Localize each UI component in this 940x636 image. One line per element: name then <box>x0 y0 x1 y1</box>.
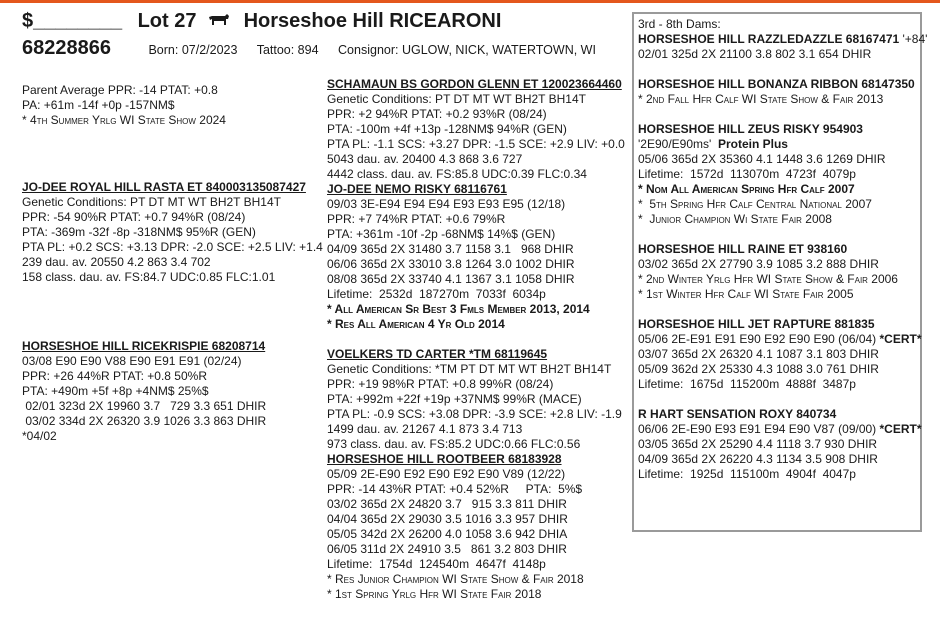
schamaun-title: SCHAMAUN BS GORDON GLENN ET 120023664460 <box>327 77 622 91</box>
text-line: PTA PL: +0.2 SCS: +3.13 DPR: -2.0 SCE: +2.5 LIV: +1.4 <box>22 240 323 254</box>
text-line: 08/08 365d 2X 33740 4.1 1367 3.1 1058 DHIR <box>327 272 575 286</box>
roxy-title: R HART SENSATION ROXY 840734 <box>638 407 837 421</box>
text-line: PA: +61m -14f +0p -157NM$ <box>22 98 175 112</box>
registration-number: 68228866 <box>22 37 111 59</box>
bonanza-title: HORSESHOE HILL BONANZA RIBBON 68147350 <box>638 77 915 91</box>
parent-average-block <box>22 83 226 128</box>
tattoo: Tattoo: 894 <box>256 43 319 57</box>
text-line: PTA: +490m +5f +8p +4NM$ 25%$ <box>22 384 209 398</box>
razzle-score: '+84' <box>899 32 928 46</box>
cert-badge: *CERT* <box>876 332 922 346</box>
dams-box <box>632 12 928 532</box>
text-line: 09/03 3E-E94 E94 E94 E93 E93 E95 (12/18) <box>327 197 566 211</box>
text-line: Genetic Conditions: PT DT MT WT BH2T BH14T <box>22 195 281 209</box>
text-line: Lifetime: 1925d 115100m 4904f 4047p <box>638 467 856 481</box>
born-date: Born: 07/2/2023 <box>148 43 238 57</box>
text-line: Lifetime: 1572d 113070m 4723f 4079p <box>638 167 856 181</box>
rapture-classification: 05/06 2E-E91 E91 E90 E92 E90 E90 (06/04) <box>638 332 877 346</box>
sire-title: JO-DEE ROYAL HILL RASTA ET 840003135087427 <box>22 180 306 194</box>
text-line: 04/04 365d 2X 29030 3.5 1016 3.3 957 DHIR <box>327 512 568 526</box>
award-line: * 5th Spring Hfr Calf Central National 2007 <box>638 197 872 211</box>
price-blank: $________ <box>22 10 123 32</box>
nemo-title: JO-DEE NEMO RISKY 68116761 <box>327 182 507 196</box>
text-line: PTA: +361m -10f -2p -68NM$ 14%$ (GEN) <box>327 227 556 241</box>
text-line: PTA: +992m +22f +19p +37NM$ 99%R (MACE) <box>327 392 582 406</box>
rapture-title: HORSESHOE HILL JET RAPTURE 881835 <box>638 317 875 331</box>
dams-heading: 3rd - 8th Dams: <box>638 17 721 31</box>
award-line: * Nom All American Spring Hfr Calf 2007 <box>638 182 855 196</box>
award-line: * Res All American 4 Yr Old 2014 <box>327 317 505 331</box>
text-line: 05/09 2E-E90 E92 E90 E92 E90 V89 (12/22) <box>327 467 566 481</box>
award-line: * 2nd Fall Hfr Calf WI State Show & Fair 2013 <box>638 92 884 106</box>
text-line: 03/08 E90 E90 V88 E90 E91 E91 (02/24) <box>22 354 242 368</box>
text-line: Genetic Conditions: PT DT MT WT BH2T BH14T <box>327 92 586 106</box>
award-line: * 1st Spring Yrlg Hfr WI State Fair 2018 <box>327 587 542 601</box>
roxy-classification: 06/06 2E-E90 E93 E91 E94 E90 V87 (09/00) <box>638 422 877 436</box>
text-line: Genetic Conditions: *TM PT DT MT WT BH2T BH14T <box>327 362 612 376</box>
animal-info-row <box>22 37 596 60</box>
sire-block <box>22 180 323 285</box>
text-line: PPR: -14 43%R PTAT: +0.4 52%R PTA: 5%$ <box>327 482 583 496</box>
text-line: 973 class. dau. av. FS:85.2 UDC:0.66 FLC:0.56 <box>327 437 581 451</box>
razzle-title: HORSESHOE HILL RAZZLEDAZZLE 68167471 <box>638 32 900 46</box>
text-line: 5043 dau. av. 20400 4.3 868 3.6 727 <box>327 152 523 166</box>
award-line: * Junior Champion Wi State Fair 2008 <box>638 212 832 226</box>
text-line: 05/05 342d 2X 26200 4.0 1058 3.6 942 DHIA <box>327 527 568 541</box>
text-line: 04/09 365d 2X 26220 4.3 1134 3.5 908 DHIR <box>638 452 878 466</box>
zeus-classification: '2E90/E90ms' <box>638 137 712 151</box>
text-line: PPR: +7 74%R PTAT: +0.6 79%R <box>327 212 506 226</box>
text-line: PTA PL: -0.9 SCS: +3.08 DPR: -3.9 SCE: +2.8 LIV: -1.9 <box>327 407 622 421</box>
lot-header <box>22 10 501 33</box>
text-line: Parent Average PPR: -14 PTAT: +0.8 <box>22 83 218 97</box>
text-line: 05/06 365d 2X 35360 4.1 1448 3.6 1269 DHIR <box>638 152 886 166</box>
text-line: 06/06 365d 2X 33010 3.8 1264 3.0 1002 DHIR <box>327 257 575 271</box>
text-line: 4442 class. dau. av. FS:85.8 UDC:0.39 FLC:0.34 <box>327 167 587 181</box>
text-line: 03/02 365d 2X 24820 3.7 915 3.3 811 DHIR <box>327 497 567 511</box>
top-accent-bar <box>0 0 940 3</box>
award-line: * 4th Summer Yrlg WI State Show 2024 <box>22 113 226 127</box>
award-line: * Res Junior Champion WI State Show & Fair 2018 <box>327 572 584 586</box>
zeus-title: HORSESHOE HILL ZEUS RISKY 954903 <box>638 122 863 136</box>
text-line: Lifetime: 2532d 187270m 7033f 6034p <box>327 287 546 301</box>
dam-title: HORSESHOE HILL RICEKRISPIE 68208714 <box>22 339 266 353</box>
text-line: 03/02 334d 2X 26320 3.9 1026 3.3 863 DHIR <box>22 414 267 428</box>
text-line: *04/02 <box>22 429 57 443</box>
text-line: 04/09 365d 2X 31480 3.7 1158 3.1 968 DHIR <box>327 242 574 256</box>
lot-number: Lot 27 <box>137 10 197 32</box>
protein-plus-tag: Protein Plus <box>717 137 788 151</box>
text-line: PPR: -54 90%R PTAT: +0.7 94%R (08/24) <box>22 210 246 224</box>
text-line: PPR: +2 94%R PTAT: +0.2 93%R (08/24) <box>327 107 547 121</box>
text-line: 03/02 365d 2X 27790 3.9 1085 3.2 888 DHIR <box>638 257 879 271</box>
text-line: 158 class. dau. av. FS:84.7 UDC:0.85 FLC:1.01 <box>22 270 276 284</box>
text-line: Lifetime: 1754d 124540m 4647f 4148p <box>327 557 546 571</box>
award-line: * 1st Winter Hfr Calf WI State Fair 2005 <box>638 287 854 301</box>
cow-icon <box>208 14 230 26</box>
text-line: PTA: -100m +4f +13p -128NM$ 94%R (GEN) <box>327 122 567 136</box>
rootbeer-title: HORSESHOE HILL ROOTBEER 68183928 <box>327 452 562 466</box>
animal-name: Horseshoe Hill RICEARONI <box>243 10 502 32</box>
text-line: 02/01 323d 2X 19960 3.7 729 3.3 651 DHIR <box>22 399 267 413</box>
text-line: 239 dau. av. 20550 4.2 863 3.4 702 <box>22 255 211 269</box>
raine-title: HORSESHOE HILL RAINE ET 938160 <box>638 242 848 256</box>
text-line: 05/09 362d 2X 25330 4.3 1088 3.0 761 DHIR <box>638 362 879 376</box>
text-line: 02/01 325d 2X 21100 3.8 802 3.1 654 DHIR <box>638 47 872 61</box>
text-line: PTA PL: -1.1 SCS: +3.27 DPR: -1.5 SCE: +2.9 LIV: +0.0 <box>327 137 625 151</box>
text-line: PPR: +19 98%R PTAT: +0.8 99%R (08/24) <box>327 377 554 391</box>
text-line: 1499 dau. av. 21267 4.1 873 3.4 713 <box>327 422 523 436</box>
text-line: 06/05 311d 2X 24910 3.5 861 3.2 803 DHIR <box>327 542 567 556</box>
voelkers-title: VOELKERS TD CARTER *TM 68119645 <box>327 347 548 361</box>
text-line: PPR: +26 44%R PTAT: +0.8 50%R <box>22 369 207 383</box>
text-line: PTA: -369m -32f -8p -318NM$ 95%R (GEN) <box>22 225 256 239</box>
consignor: Consignor: UGLOW, NICK, WATERTOWN, WI <box>338 43 596 57</box>
text-line: 03/05 365d 2X 25290 4.4 1118 3.7 930 DHIR <box>638 437 878 451</box>
dam-block <box>22 339 266 444</box>
text-line: Lifetime: 1675d 115200m 4888f 3487p <box>638 377 856 391</box>
cert-badge: *CERT* <box>876 422 922 436</box>
pedigree-middle-column <box>327 77 625 602</box>
award-line: * All American Sr Best 3 Fmls Member 2013, 2014 <box>327 302 590 316</box>
dams-column <box>638 17 927 482</box>
text-line: 03/07 365d 2X 26320 4.1 1087 3.1 803 DHIR <box>638 347 879 361</box>
award-line: * 2nd Winter Yrlg Hfr WI State Show & Fair 2006 <box>638 272 898 286</box>
